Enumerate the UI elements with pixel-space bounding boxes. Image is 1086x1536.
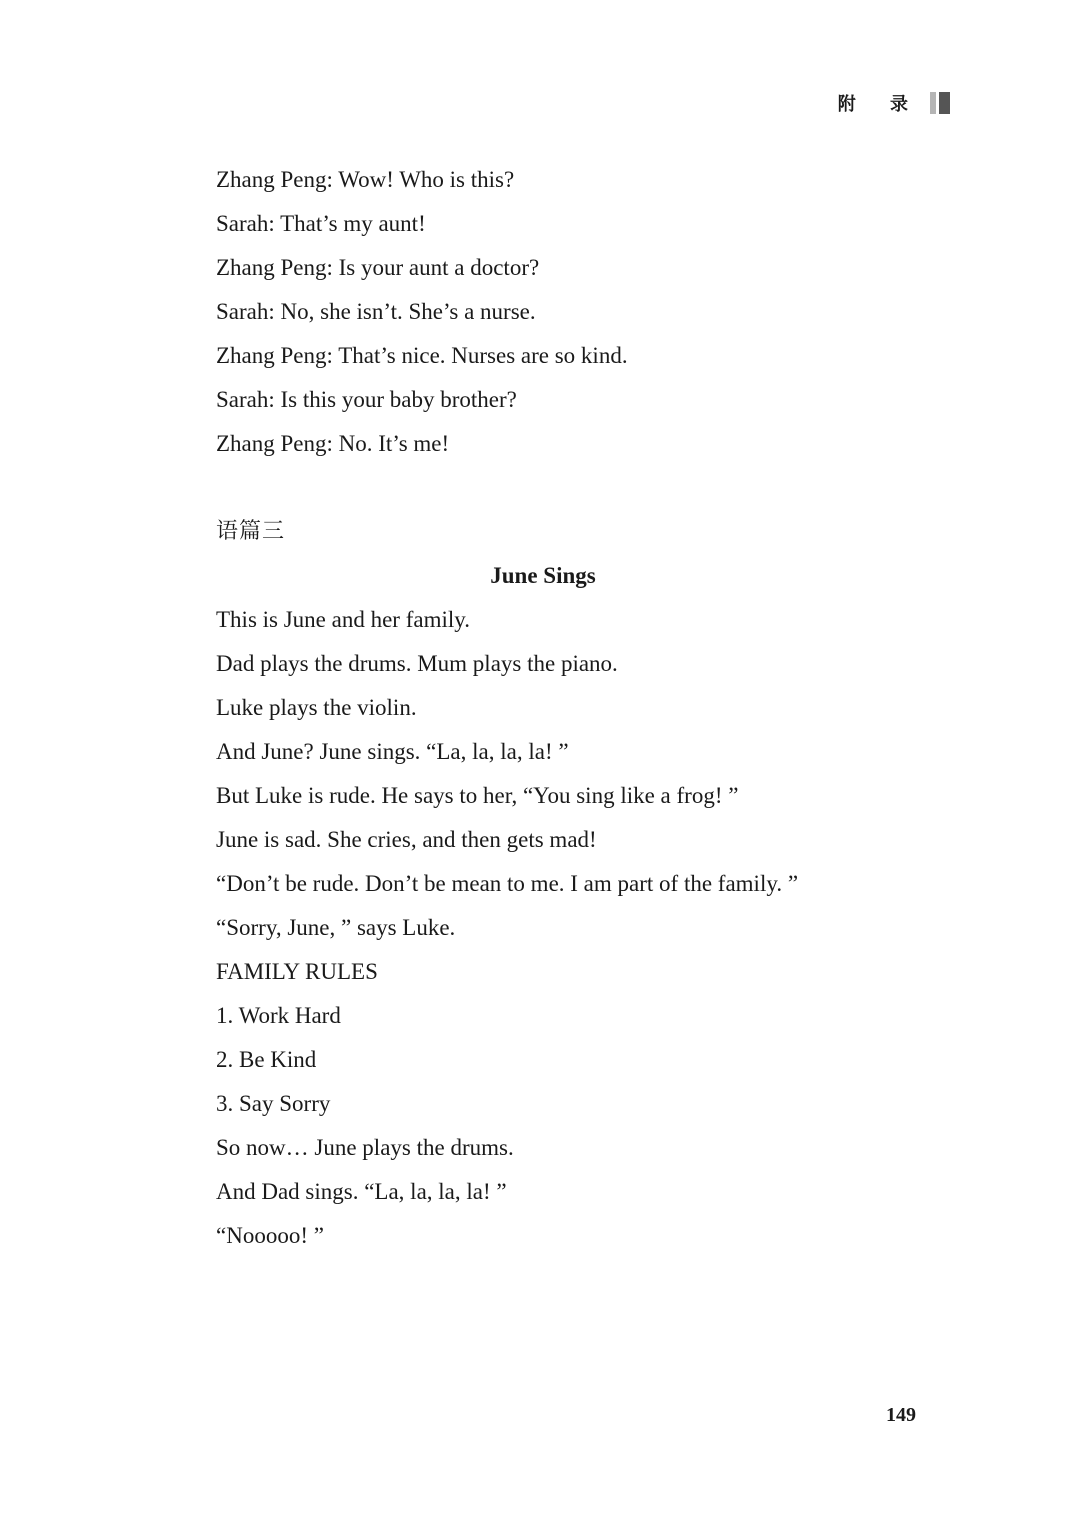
story-line: So now… June plays the drums. — [216, 1135, 514, 1160]
section-heading: 语篇三 — [216, 519, 286, 544]
header-bar-dark — [939, 92, 950, 114]
story-section — [216, 510, 936, 1258]
dialogue-line: Sarah: Is this your baby brother? — [216, 387, 517, 412]
story-line: June is sad. She cries, and then gets mad! — [216, 827, 597, 852]
page-number: 149 — [886, 1404, 916, 1426]
story-line: FAMILY RULES — [216, 959, 378, 984]
story-title: June Sings — [490, 563, 596, 588]
dialogue-block — [216, 158, 936, 466]
dialogue-line: Zhang Peng: No. It’s me! — [216, 431, 450, 456]
dialogue-line: Zhang Peng: That’s nice. Nurses are so kind. — [216, 343, 628, 368]
story-line: “Don’t be rude. Don’t be mean to me. I am part of the family. ” — [216, 871, 799, 896]
story-line: 2. Be Kind — [216, 1047, 317, 1072]
dialogue-line: Sarah: No, she isn’t. She’s a nurse. — [216, 299, 536, 324]
story-line: Luke plays the violin. — [216, 695, 417, 720]
story-line: And June? June sings. “La, la, la, la! ” — [216, 739, 569, 764]
story-line: 1. Work Hard — [216, 1003, 341, 1028]
story-line: “Sorry, June, ” says Luke. — [216, 915, 456, 940]
story-line: Dad plays the drums. Mum plays the piano. — [216, 651, 618, 676]
page-content — [216, 158, 936, 1258]
header-bar-light — [930, 92, 936, 114]
section-spacer — [216, 466, 936, 510]
dialogue-line: Zhang Peng: Is your aunt a doctor? — [216, 255, 540, 280]
header-bars-decoration — [930, 92, 950, 114]
story-line: “Nooooo! ” — [216, 1223, 324, 1248]
story-line: This is June and her family. — [216, 607, 471, 632]
running-header — [838, 90, 950, 116]
story-line: 3. Say Sorry — [216, 1091, 331, 1116]
dialogue-line: Zhang Peng: Wow! Who is this? — [216, 167, 515, 192]
story-line: But Luke is rude. He says to her, “You sing like a frog! ” — [216, 783, 739, 808]
dialogue-line: Sarah: That’s my aunt! — [216, 211, 426, 236]
story-line: And Dad sings. “La, la, la, la! ” — [216, 1179, 507, 1204]
header-label: 附 录 — [837, 94, 922, 115]
